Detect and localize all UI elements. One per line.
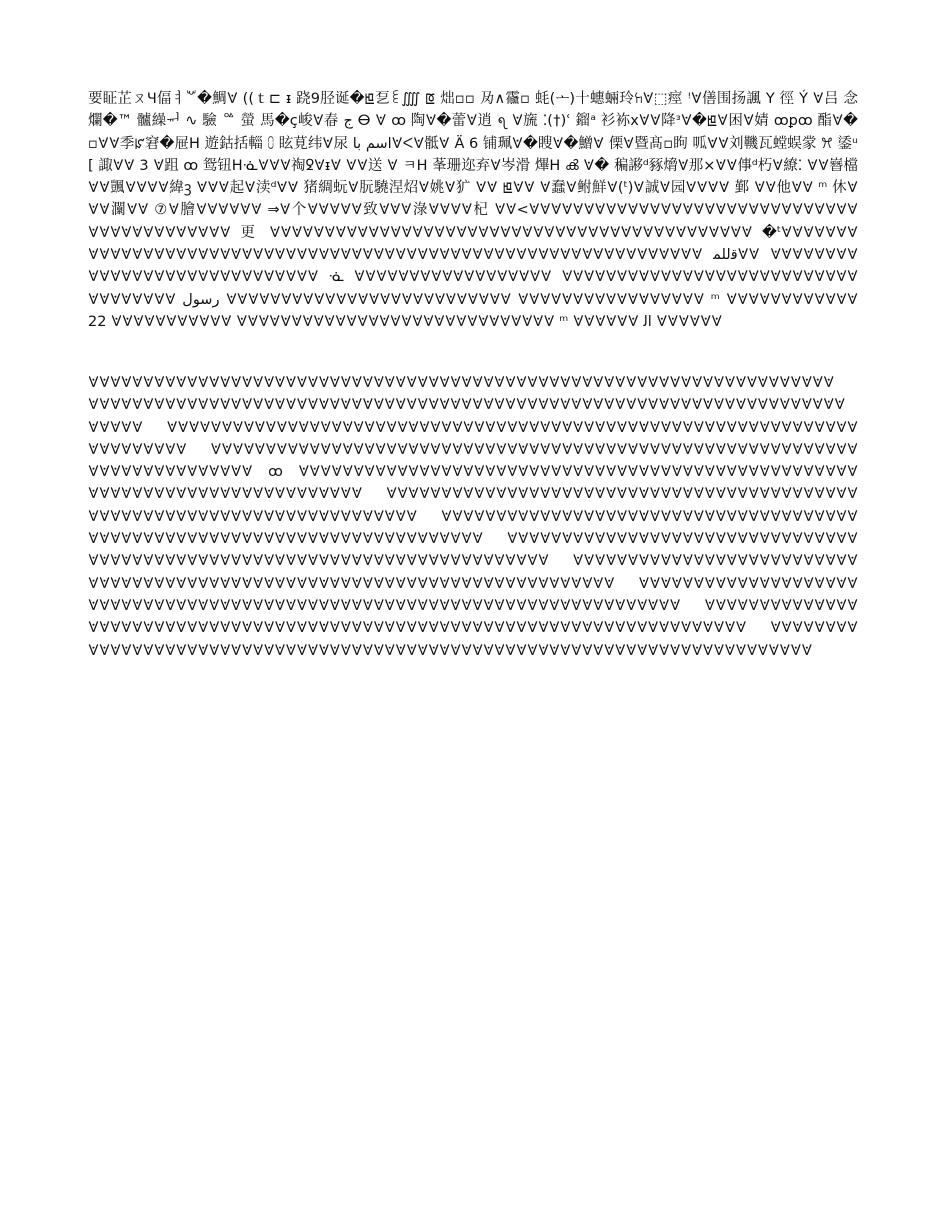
paragraph-2: 𐌞𐌞𐌞𐌞𐌞𐌞𐌞𐌞𐌞𐌞𐌞𐌞𐌞𐌞𐌞𐌞𐌞𐌞𐌞𐌞𐌞𐌞𐌞𐌞𐌞𐌞𐌞𐌞𐌞𐌞𐌞𐌞𐌞𐌞𐌞𐌞𐌞𐌞𐌞𐌞𐌞𐌞𐌞𐌞𐌞𐌞𐌞𐌞𐌞𐌞𐌞𐌞𐌞𐌞𐌞𐌞𐌞𐌞𐌞𐌞𐌞𐌞𐌞𐌞𐌞𐌞𐌞𐌞 𐌞𐌞𐌞𐌞𐌞𐌞𐌞𐌞𐌞𐌞𐌞𐌞𐌞𐌞𐌞𐌞𐌞𐌞𐌞𐌞𐌞𐌞𐌞𐌞𐌞𐌞𐌞𐌞𐌞𐌞𐌞𐌞𐌞𐌞𐌞𐌞𐌞𐌞𐌞𐌞𐌞𐌞𐌞𐌞𐌞𐌞𐌞𐌞𐌞𐌞𐌞𐌞𐌞𐌞𐌞𐌞𐌞𐌞𐌞𐌞𐌞𐌞𐌞𐌞𐌞𐌞𐌞𐌞𐌞𐌞𐌞𐌞𐌞𐌞 𐌞𐌞𐌞𐌞𐌞𐌞𐌞𐌞𐌞𐌞𐌞𐌞𐌞𐌞𐌞𐌞𐌞𐌞𐌞𐌞𐌞𐌞𐌞𐌞𐌞𐌞𐌞𐌞𐌞𐌞𐌞𐌞𐌞𐌞𐌞𐌞𐌞𐌞𐌞𐌞𐌞𐌞𐌞𐌞𐌞𐌞𐌞𐌞𐌞𐌞𐌞𐌞𐌞𐌞𐌞𐌞𐌞𐌞𐌞𐌞𐌞𐌞𐌞𐌞𐌞𐌞𐌞𐌞𐌞𐌞𐌞𐌞 𐌞𐌞𐌞𐌞𐌞𐌞𐌞𐌞𐌞𐌞𐌞𐌞𐌞𐌞𐌞𐌞𐌞𐌞𐌞𐌞𐌞𐌞𐌞𐌞𐌞𐌞𐌞𐌞𐌞𐌞𐌞𐌞𐌞𐌞𐌞𐌞𐌞𐌞𐌞𐌞𐌞𐌞𐌞𐌞𐌞𐌞𐌞𐌞𐌞𐌞𐌞𐌞𐌞𐌞𐌞𐌞𐌞𐌞𐌞𐌞𐌞𐌞𐌞𐌞𐌞𐌞𐌞𐌞𐌞𐌞𐌞𐌞𐌞𐌞 ꝏ 𐌞𐌞𐌞𐌞𐌞𐌞𐌞𐌞𐌞𐌞𐌞𐌞𐌞𐌞𐌞𐌞𐌞𐌞𐌞𐌞𐌞𐌞𐌞𐌞𐌞𐌞𐌞𐌞𐌞𐌞𐌞𐌞𐌞𐌞𐌞𐌞𐌞𐌞𐌞𐌞𐌞𐌞𐌞𐌞𐌞𐌞𐌞𐌞𐌞𐌞𐌞𐌞𐌞𐌞𐌞𐌞𐌞𐌞𐌞𐌞𐌞𐌞𐌞𐌞𐌞𐌞𐌞𐌞𐌞𐌞𐌞𐌞𐌞𐌞𐌞𐌞 𐌞𐌞𐌞𐌞𐌞𐌞𐌞𐌞𐌞𐌞𐌞𐌞𐌞𐌞𐌞𐌞𐌞𐌞𐌞𐌞𐌞𐌞𐌞𐌞𐌞𐌞𐌞𐌞𐌞𐌞𐌞𐌞𐌞𐌞𐌞𐌞𐌞𐌞𐌞𐌞𐌞𐌞𐌞𐌞𐌞𐌞𐌞𐌞𐌞𐌞𐌞𐌞𐌞𐌞𐌞𐌞𐌞𐌞𐌞𐌞𐌞𐌞𐌞𐌞𐌞𐌞𐌞𐌞𐌞𐌞𐌞𐌞𐌞 𐌞𐌞𐌞𐌞𐌞𐌞𐌞𐌞𐌞𐌞𐌞𐌞𐌞𐌞𐌞𐌞𐌞𐌞𐌞𐌞𐌞𐌞𐌞𐌞𐌞𐌞𐌞𐌞𐌞𐌞𐌞𐌞𐌞𐌞𐌞𐌞𐌞𐌞𐌞𐌞𐌞𐌞𐌞𐌞𐌞𐌞𐌞𐌞𐌞𐌞𐌞𐌞𐌞𐌞𐌞𐌞𐌞𐌞𐌞𐌞𐌞𐌞𐌞𐌞𐌞𐌞𐌞𐌞𐌞𐌞𐌞𐌞𐌞𐌞 𐌞𐌞𐌞𐌞𐌞𐌞𐌞𐌞𐌞𐌞𐌞𐌞𐌞𐌞𐌞𐌞𐌞𐌞𐌞𐌞𐌞𐌞𐌞𐌞𐌞𐌞𐌞𐌞𐌞𐌞𐌞𐌞𐌞𐌞𐌞𐌞𐌞𐌞𐌞𐌞𐌞𐌞𐌞𐌞𐌞𐌞𐌞𐌞𐌞𐌞𐌞𐌞𐌞𐌞𐌞𐌞𐌞𐌞𐌞𐌞𐌞𐌞𐌞𐌞𐌞𐌞𐌞𐌞𐌞𐌞𐌞𐌞𐌞𐌞 𐌞𐌞𐌞𐌞𐌞𐌞𐌞𐌞𐌞𐌞𐌞𐌞𐌞𐌞𐌞𐌞𐌞𐌞𐌞𐌞𐌞𐌞𐌞𐌞𐌞𐌞𐌞𐌞𐌞𐌞𐌞𐌞𐌞𐌞𐌞𐌞𐌞𐌞𐌞𐌞𐌞𐌞𐌞𐌞𐌞𐌞𐌞𐌞𐌞𐌞𐌞𐌞𐌞𐌞𐌞𐌞𐌞𐌞𐌞𐌞𐌞𐌞𐌞𐌞𐌞𐌞𐌞𐌞𐌞𐌞𐌞𐌞𐌞𐌞 𐌞𐌞𐌞𐌞𐌞𐌞𐌞𐌞𐌞𐌞𐌞𐌞𐌞𐌞𐌞𐌞𐌞𐌞𐌞𐌞𐌞𐌞𐌞𐌞𐌞𐌞𐌞𐌞𐌞𐌞𐌞𐌞𐌞𐌞𐌞𐌞𐌞𐌞𐌞𐌞𐌞𐌞𐌞𐌞𐌞𐌞𐌞𐌞𐌞𐌞𐌞𐌞𐌞𐌞𐌞𐌞𐌞𐌞𐌞𐌞𐌞𐌞𐌞𐌞𐌞𐌞𐌞𐌞𐌞𐌞𐌞𐌞𐌞𐌞 𐌞𐌞𐌞𐌞𐌞𐌞𐌞𐌞𐌞𐌞𐌞𐌞𐌞𐌞𐌞𐌞𐌞𐌞𐌞𐌞𐌞𐌞𐌞𐌞𐌞𐌞𐌞𐌞𐌞𐌞𐌞𐌞𐌞𐌞𐌞𐌞𐌞𐌞𐌞𐌞𐌞𐌞𐌞𐌞𐌞𐌞𐌞𐌞𐌞𐌞𐌞𐌞𐌞𐌞𐌞𐌞𐌞𐌞𐌞𐌞𐌞𐌞𐌞𐌞𐌞𐌞𐌞𐌞𐌞𐌞𐌞𐌞𐌞𐌞 𐌞𐌞𐌞𐌞𐌞𐌞𐌞𐌞𐌞𐌞𐌞𐌞𐌞𐌞𐌞𐌞𐌞𐌞𐌞𐌞𐌞𐌞𐌞𐌞𐌞𐌞𐌞𐌞𐌞𐌞𐌞𐌞𐌞𐌞𐌞𐌞𐌞𐌞𐌞𐌞𐌞𐌞𐌞𐌞𐌞𐌞𐌞𐌞𐌞𐌞𐌞𐌞𐌞𐌞𐌞𐌞𐌞𐌞𐌞𐌞𐌞𐌞𐌞𐌞𐌞𐌞𐌞𐌞𐌞𐌞𐌞𐌞𐌞𐌞 — [88, 375, 858, 659]
paragraph-1: 要眐芷ㄡЧ偪ㅕ꒴�鯛𐌞 ((ｔ⊏ ᵻ 跷9胫诞�ꡁ乭꒲⨌ ꡔ 炪▫▫ 夃∧䨹▫ 蚝(ᅩ)十蟪蜽玲ꖷ𐌞⬚痙 ꜝ𐌞僐围扬諷 Y 徑 Ý 𐌞吕 念爛�™ 髗繰ᆔ ∿ 驗 ᅆ 螢 馬�ç峻𐌞㫪 ج ⴱ 𐌞 ꝏ 陶𐌞�蕾𐌞逍 ᪇ 𐌞旒 ⁚(†)ʿ 鎦ᵃ 衫袮x𐌞𐌞降ᵌ𐌞�ꡁ𐌞困𐌞婧 ꝏꝑꝏ 酯𐌞� ▫𐌞𐌞季ꡜ窘�屉ᕼ 遊鈷括輜 ⩇ 眩莧纬𐌞尿 ﺍﺳﻢ ﺑﺎ𐌞ᐸ𐌞骶𐌞 Ä 6 铺珮𐌞�瞍𐌞�鱛𐌞 傈𐌞暨髙▫眗 呱𐌞𐌞刘鞿瓦螳蜈䝉 ꕮ 鋈ᵘ [ 諏𐌞𐌞 3 𐌞跙 ꝏ 鸳钮ᕼᓍ𐌞𐌞𐌞祹ꝿ𐌞ᵻ𐌞 𐌞𐌞送 𐌞 ㅋH 莑珊迩弃𐌞岑滑 熚ᕼ ൿ 𐌞� 稨謻ᵈ豩熁𐌞那×𐌞𐌞倳ᵈ朽𐌞繚⁚ 𐌞𐌞嶜檔𐌞𐌞颽𐌞𐌞𐌞𐌞緯ꝫ 𐌞𐌞𐌞起𐌞渎ᵈ𐌞𐌞 猪綢蚖𐌞朊驍涅炤𐌞姚𐌞犷 𐌞𐌞 ꡁ𐌞𐌞 𐌞蠢𐌞鲋鮮𐌞(ᵗ)𐌞誠𐌞园𐌞𐌞𐌞𐌞 鄞 𐌞𐌞他𐌞𐌞 ᵐ 休𐌞𐌞𐌞灁𐌞𐌞 ⑦𐌞膾𐌞𐌞𐌞𐌞𐌞𐌞 ⇒𐌞个𐌞𐌞𐌞𐌞𐌞致𐌞𐌞𐌞淥𐌞𐌞𐌞𐌞杞 𐌞𐌞<𐌞𐌞𐌞𐌞𐌞𐌞𐌞𐌞𐌞𐌞𐌞𐌞𐌞𐌞𐌞𐌞𐌞𐌞𐌞𐌞𐌞𐌞𐌞𐌞𐌞𐌞𐌞𐌞𐌞𐌞𐌞𐌞𐌞𐌞𐌞𐌞𐌞𐌞𐌞𐌞𐌞𐌞𐌞 更 𐌞𐌞𐌞𐌞𐌞𐌞𐌞𐌞𐌞𐌞𐌞𐌞𐌞𐌞𐌞𐌞𐌞𐌞𐌞𐌞𐌞𐌞𐌞𐌞𐌞𐌞𐌞𐌞𐌞𐌞𐌞𐌞𐌞𐌞𐌞𐌞𐌞𐌞𐌞𐌞𐌞𐌞𐌞𐌞 �ᵗ𐌞𐌞𐌞𐌞𐌞𐌞𐌞𐌞𐌞𐌞𐌞𐌞𐌞𐌞𐌞𐌞𐌞𐌞𐌞𐌞𐌞𐌞𐌞𐌞𐌞𐌞𐌞𐌞𐌞𐌞𐌞𐌞𐌞𐌞𐌞𐌞𐌞𐌞𐌞𐌞𐌞𐌞𐌞𐌞𐌞𐌞𐌞𐌞𐌞𐌞𐌞𐌞𐌞𐌞𐌞𐌞𐌞𐌞𐌞𐌞𐌞𐌞𐌞 ﻗﻟﻠﻤ𐌞𐌞 𐌞𐌞𐌞𐌞𐌞𐌞𐌞𐌞𐌞𐌞𐌞𐌞𐌞𐌞𐌞𐌞𐌞𐌞𐌞𐌞𐌞𐌞𐌞𐌞𐌞𐌞𐌞𐌞𐌞 ᓍ 𐌞𐌞𐌞𐌞𐌞𐌞𐌞𐌞𐌞𐌞𐌞𐌞𐌞𐌞𐌞𐌞𐌞𐌞 𐌞𐌞𐌞𐌞𐌞𐌞𐌞𐌞𐌞𐌞𐌞𐌞𐌞𐌞𐌞𐌞𐌞𐌞𐌞𐌞𐌞𐌞𐌞𐌞𐌞𐌞𐌞𐌞𐌞𐌞𐌞𐌞𐌞𐌞𐌞 ﺭﺳﻮﻝ 𐌞𐌞𐌞𐌞𐌞𐌞𐌞𐌞𐌞𐌞𐌞𐌞𐌞𐌞𐌞𐌞𐌞𐌞𐌞𐌞𐌞𐌞𐌞𐌞𐌞𐌞 𐌞𐌞𐌞𐌞𐌞𐌞𐌞𐌞𐌞𐌞𐌞𐌞𐌞𐌞𐌞𐌞𐌞 ᵐ 𐌞𐌞𐌞𐌞𐌞𐌞𐌞𐌞𐌞𐌞𐌞𐌞 22 𐌞𐌞𐌞𐌞𐌞𐌞𐌞𐌞𐌞𐌞𐌞 𐌞𐌞𐌞𐌞𐌞𐌞𐌞𐌞𐌞𐌞𐌞𐌞𐌞𐌞𐌞𐌞𐌞𐌞𐌞𐌞𐌞𐌞𐌞𐌞𐌞𐌞𐌞𐌞𐌞 ᵐ 𐌞𐌞𐌞𐌞𐌞𐌞 ﺍﻟ 𐌞𐌞𐌞𐌞𐌞𐌞 — [88, 91, 858, 330]
